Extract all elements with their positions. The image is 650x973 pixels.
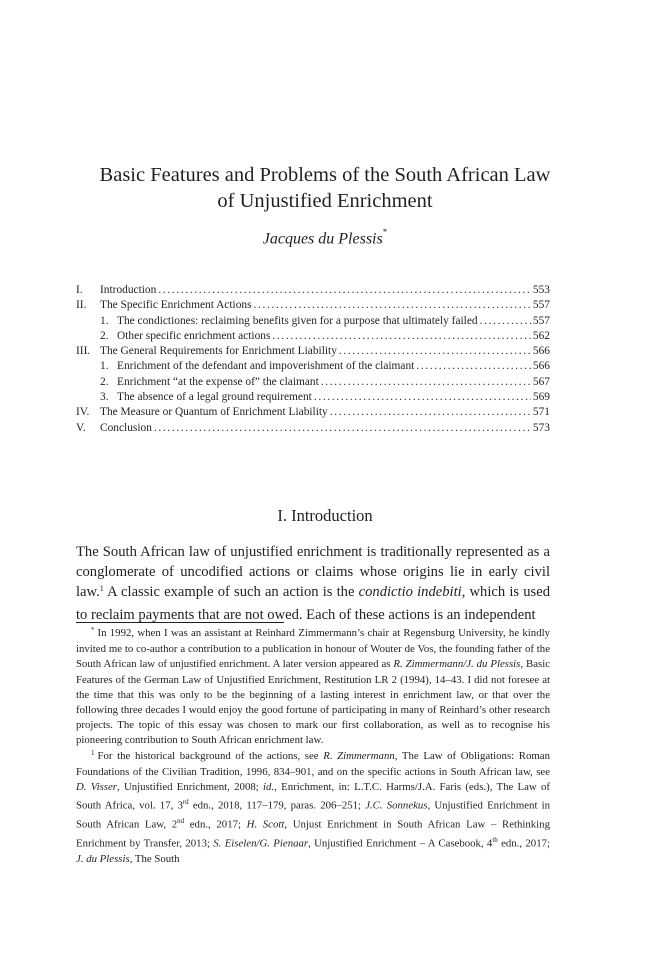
- toc-entry[interactable]: [76, 359, 550, 374]
- toc-page: 567: [532, 375, 550, 388]
- toc-leader: [272, 329, 531, 344]
- author-citation: H. Scott: [246, 818, 285, 831]
- footnote-1: [76, 749, 550, 867]
- toc-leader: [339, 344, 531, 359]
- author-footnote-mark[interactable]: *: [382, 227, 388, 237]
- toc-title: The condictiones: reclaiming benefits given for a purpose that ultimately failed: [117, 314, 478, 327]
- ordinal-suffix: rd: [182, 798, 189, 807]
- author-citation: R. Zimmermann/J. du Plessis: [393, 658, 521, 671]
- footnote-mark: *: [91, 626, 95, 634]
- toc-title: Enrichment “at the expense of” the claimant: [117, 375, 319, 388]
- text-run: , Enrichment, in: L.T.C. Harms/J.A. Faris (eds.), The Law of South Africa, vol. 17, 3: [76, 781, 550, 812]
- toc-page: 573: [532, 421, 550, 434]
- body-text: [76, 542, 550, 625]
- toc-page: 557: [532, 299, 550, 312]
- toc-page: 571: [532, 406, 550, 419]
- ordinal-suffix: nd: [177, 817, 185, 826]
- toc-entry[interactable]: [76, 314, 550, 329]
- toc-title: Conclusion: [100, 421, 152, 434]
- text-run: , which is used to reclaim payments that are not owed. Each of these actions is an independent: [76, 584, 550, 623]
- toc-number: II.: [76, 299, 87, 312]
- toc-title: The Specific Enrichment Actions: [100, 299, 252, 312]
- author-citation: D. Visser: [76, 781, 117, 794]
- toc-subnumber: 1.: [100, 314, 109, 327]
- title-line-2: of Unjustified Enrichment: [217, 190, 433, 212]
- toc-leader: [158, 283, 531, 298]
- text-run: , Basic Features of the German Law of Unjustified Enrichment, Restitution LR 2 (1994), 14–43. I did not foresee at the time that this was only to be the beginning of a lasting interest in enrichment law, or that over the following three decades I would enjoy the good fortune of participating in many of Reinhard’s other research projects. The topic of this essay was chosen to mark our first collaboration, as well as to recognise his pioneering contribution to South African enrichment law.: [76, 658, 550, 747]
- ordinal-suffix: th: [492, 835, 498, 844]
- toc-entry[interactable]: [76, 329, 550, 344]
- toc-leader: [480, 314, 531, 329]
- toc-page: 557: [532, 314, 550, 327]
- author-citation: J.C. Sonnekus: [365, 799, 428, 812]
- italic-term: condictio indebiti: [358, 584, 462, 601]
- author: [60, 229, 590, 248]
- text-run: In 1992, when I was an assistant at Reinhard Zimmermann’s chair at Regensburg University, he kindly invited me to co-author a contribution to a publication in honour of Wouter de Vos, the founding father of the South African law of unjustified enrichment. A later version appeared as: [76, 627, 550, 671]
- author-citation: id.: [263, 781, 275, 794]
- toc-subnumber: 1.: [100, 360, 109, 373]
- toc-entry[interactable]: [76, 283, 550, 298]
- text-run: edn., 2017;: [184, 818, 247, 831]
- toc-title: Other specific enrichment actions: [117, 329, 271, 342]
- toc-number: V.: [76, 421, 86, 434]
- footnote-ref[interactable]: 1: [99, 584, 104, 594]
- toc-entry[interactable]: [76, 390, 550, 405]
- text-run: , The Law of Obligations: Roman Foundations of the Civilian Tradition, 1996, 834–901, and on the specific actions in South African law, see: [76, 749, 550, 778]
- text-run: , Unjustified Enrichment, 2008;: [116, 781, 264, 794]
- author-name: Jacques du Plessis: [262, 230, 383, 248]
- toc-entry[interactable]: [76, 405, 550, 420]
- toc-page: 566: [532, 345, 550, 358]
- toc-title: The Measure or Quantum of Enrichment Liability: [100, 406, 328, 419]
- paragraph: [76, 542, 550, 625]
- text-run: The South African law of unjustified enrichment is traditionally represented as a conglomerate of uncodified actions or claims whose origins lie in early civil law.: [76, 544, 550, 601]
- author-citation: J. du Plessis: [76, 852, 130, 865]
- footnote-rule: [76, 622, 284, 623]
- toc-leader: [314, 390, 531, 405]
- article-title: [60, 162, 590, 214]
- toc-entry[interactable]: [76, 344, 550, 359]
- toc-subnumber: 2.: [100, 375, 109, 388]
- text-run: edn., 2017;: [497, 837, 550, 850]
- table-of-contents: [76, 283, 550, 436]
- text-run: , Unjustified Enrichment in South African Law, 2: [76, 799, 550, 831]
- toc-subnumber: 3.: [100, 391, 109, 404]
- toc-title: The General Requirements for Enrichment Liability: [100, 345, 337, 358]
- text-run: , The South: [129, 852, 180, 865]
- toc-title: Enrichment of the defendant and impoverishment of the claimant: [117, 360, 415, 373]
- toc-subnumber: 2.: [100, 329, 109, 342]
- author-citation: S. Eiselen/G. Pienaar: [213, 837, 309, 850]
- footnote-star: [76, 626, 550, 749]
- toc-leader: [416, 359, 531, 374]
- toc-page: 566: [532, 360, 550, 373]
- toc-leader: [321, 375, 531, 390]
- toc-entry[interactable]: [76, 375, 550, 390]
- toc-number: IV.: [76, 406, 90, 419]
- toc-title: The absence of a legal ground requirement: [117, 391, 312, 404]
- toc-entry[interactable]: [76, 421, 550, 436]
- text-run: , Unjustified Enrichment – A Casebook, 4: [308, 837, 493, 850]
- footnotes: [76, 626, 550, 867]
- title-line-1: Basic Features and Problems of the South African Law: [99, 164, 551, 186]
- toc-entry[interactable]: [76, 298, 550, 313]
- text-run: edn., 2018, 117–179, paras. 206–251;: [188, 799, 366, 812]
- toc-page: 569: [532, 391, 550, 404]
- toc-title: Introduction: [100, 284, 157, 296]
- text-run: A classic example of such an action is the: [103, 584, 359, 601]
- footnote-mark: 1: [91, 748, 95, 757]
- toc-page: 562: [532, 329, 550, 342]
- toc-number: I.: [76, 284, 83, 296]
- toc-page: 553: [532, 284, 550, 296]
- toc-number: III.: [76, 345, 91, 358]
- author-citation: R. Zimmermann: [323, 749, 395, 762]
- section-heading: I. Introduction: [277, 506, 373, 525]
- toc-leader: [330, 405, 531, 420]
- text-run: For the historical background of the actions, see: [97, 749, 324, 762]
- toc-leader: [254, 298, 531, 313]
- text-run: , Unjust Enrichment in South African Law – Rethinking Enrichment by Transfer, 2013;: [76, 818, 550, 850]
- toc-leader: [154, 421, 531, 436]
